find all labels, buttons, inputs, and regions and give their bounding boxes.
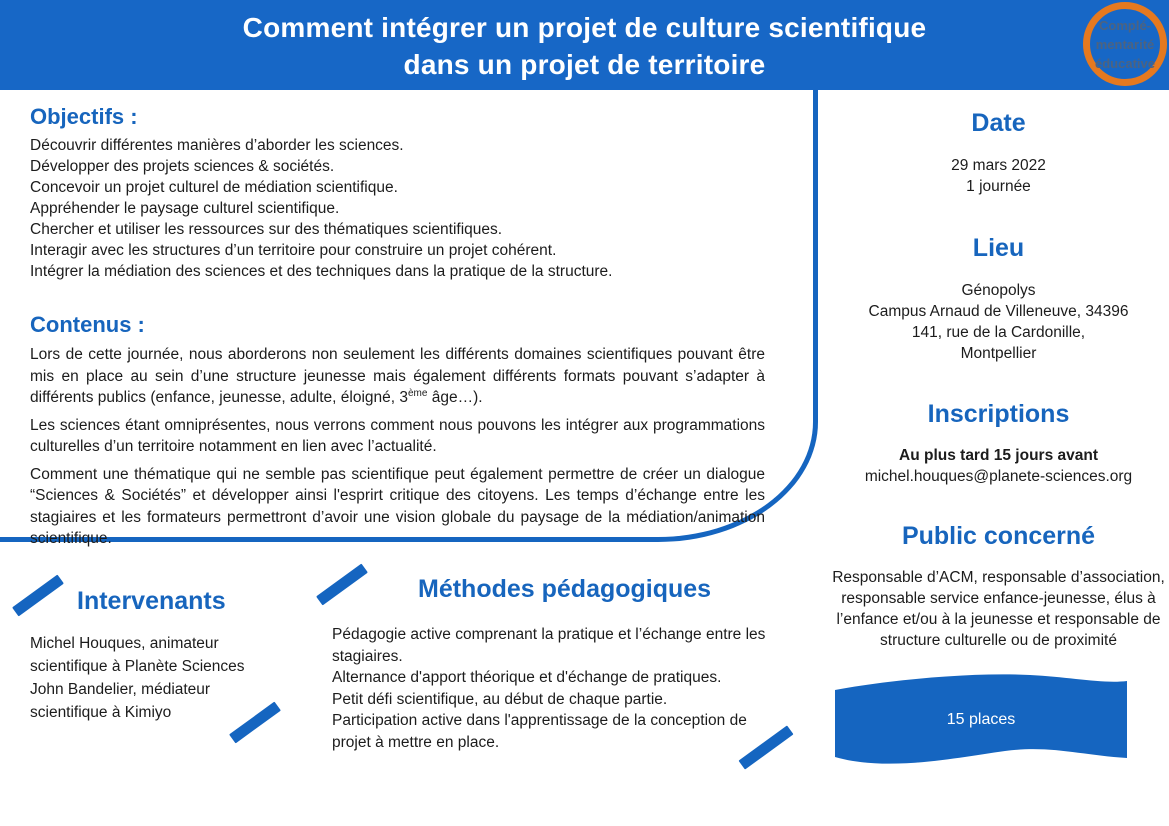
inscriptions-details xyxy=(828,445,1169,487)
contenus-paragraph-2: Les sciences étant omniprésentes, nous verrons comment nous pouvons les intégrer aux programmations culturelles d’un territoire notamment en lien avec l’actualité. xyxy=(30,416,765,455)
complementarite-educative-badge xyxy=(1083,2,1167,86)
inscriptions-heading: Inscriptions xyxy=(927,400,1070,428)
places-ribbon xyxy=(835,674,1127,776)
slash-icon xyxy=(12,575,64,617)
methodes-item: Participation active dans l'apprentissage de la conception de projet à mettre en place. xyxy=(332,712,747,751)
info-column xyxy=(828,90,1169,651)
badge-line2: mentarité xyxy=(1095,36,1155,52)
methodes-item: Alternance d'apport théorique et d'échange de pratiques. xyxy=(332,669,722,686)
places-label: 15 places xyxy=(946,711,1016,728)
objectifs-item: Découvrir différentes manières d’aborder les sciences. xyxy=(30,137,404,154)
objectifs-item: Chercher et utiliser les ressources sur des thématiques scientifiques. xyxy=(30,221,503,238)
page-title-line2: dans un projet de territoire xyxy=(403,49,766,80)
date-duration: 1 journée xyxy=(966,178,1031,195)
inscriptions-email: michel.houques@planete-sciences.org xyxy=(864,468,1133,485)
slash-icon xyxy=(316,564,368,606)
lieu-name: Génopolys xyxy=(961,282,1036,299)
contenus-p1-text: Lors de cette journée, nous aborderons non seulement les différents domaines scientifiques pouvant être mis en place au sein d’une structure jeunesse mais également différents formats pouvant s’adapter à différents publics (enfance, jeunesse, adulte, éloigné, 3 xyxy=(30,346,765,406)
contenus-p1-tail: âge…). xyxy=(427,389,483,406)
lieu-campus: Campus Arnaud de Villeneuve, 34396 xyxy=(868,303,1129,320)
contenus-paragraph-1 xyxy=(30,344,765,409)
intervenant-role: scientifique à Kimiyo xyxy=(30,704,172,721)
badge-line3: éducative xyxy=(1095,55,1155,71)
inscriptions-section xyxy=(828,400,1169,487)
badge-line1: Complé- xyxy=(1099,17,1151,33)
content-panel xyxy=(0,90,818,547)
lieu-heading: Lieu xyxy=(972,234,1025,262)
objectifs-heading: Objectifs : xyxy=(30,104,138,129)
header-banner xyxy=(0,0,1169,90)
methodes-list xyxy=(332,624,784,753)
date-section xyxy=(828,109,1169,197)
objectifs-item: Appréhender le paysage culturel scientifique. xyxy=(30,200,340,217)
date-details xyxy=(828,155,1169,197)
lieu-section xyxy=(828,234,1169,364)
intervenant-role: scientifique à Planète Sciences xyxy=(30,658,245,675)
objectifs-item: Interagir avec les structures d’un territoire pour construire un projet cohérent. xyxy=(30,242,557,259)
intervenant-name: John Bandelier, médiateur xyxy=(30,681,211,698)
objectifs-item: Développer des projets sciences & sociétés. xyxy=(30,158,335,175)
contenus-heading: Contenus : xyxy=(30,312,145,337)
contenus-paragraph-3: Comment une thématique qui ne semble pas scientifique peut également permettre de créer un dialogue “Sciences & Sociétés” et développer ainsi l'esprirt critique des citoyens. Les temps d’échange entre les stagiaires et les formateurs permettront d’avoir une vision globale du paysage de la médiation/animation scientifique. xyxy=(30,465,765,547)
inscriptions-deadline: Au plus tard 15 jours avant xyxy=(899,447,1098,464)
date-heading: Date xyxy=(971,109,1026,137)
intervenants-list xyxy=(30,632,280,724)
date-value: 29 mars 2022 xyxy=(951,157,1046,174)
page-title-line1: Comment intégrer un projet de culture scientifique xyxy=(242,12,927,43)
methodes-item: Petit défi scientifique, au début de chaque partie. xyxy=(332,690,668,708)
lieu-street: 141, rue de la Cardonille, xyxy=(911,324,1086,341)
intervenants-heading: Intervenants xyxy=(77,587,226,615)
lieu-details xyxy=(828,280,1169,364)
objectifs-item: Intégrer la médiation des sciences et des techniques dans la pratique de la structure. xyxy=(30,263,613,280)
methodes-heading: Méthodes pédagogiques xyxy=(418,575,712,603)
public-heading: Public concerné xyxy=(901,522,1096,550)
objectifs-list xyxy=(30,135,765,282)
methodes-item: Pédagogie active comprenant la pratique et l’échange entre les stagiaires. xyxy=(332,626,766,665)
intervenant-name: Michel Houques, animateur xyxy=(30,635,219,652)
public-section xyxy=(828,522,1169,651)
lieu-city: Montpellier xyxy=(960,345,1037,362)
contenus-p1-superscript: ème xyxy=(408,387,428,399)
page-title xyxy=(0,9,1169,83)
objectifs-item: Concevoir un projet culturel de médiation scientifique. xyxy=(30,179,398,196)
public-description: Responsable d’ACM, responsable d’association, responsable service enfance-jeunesse, élus à l’enfance et/ou à la jeunesse et responsable de structure culturelle ou de proximité xyxy=(832,569,1165,649)
